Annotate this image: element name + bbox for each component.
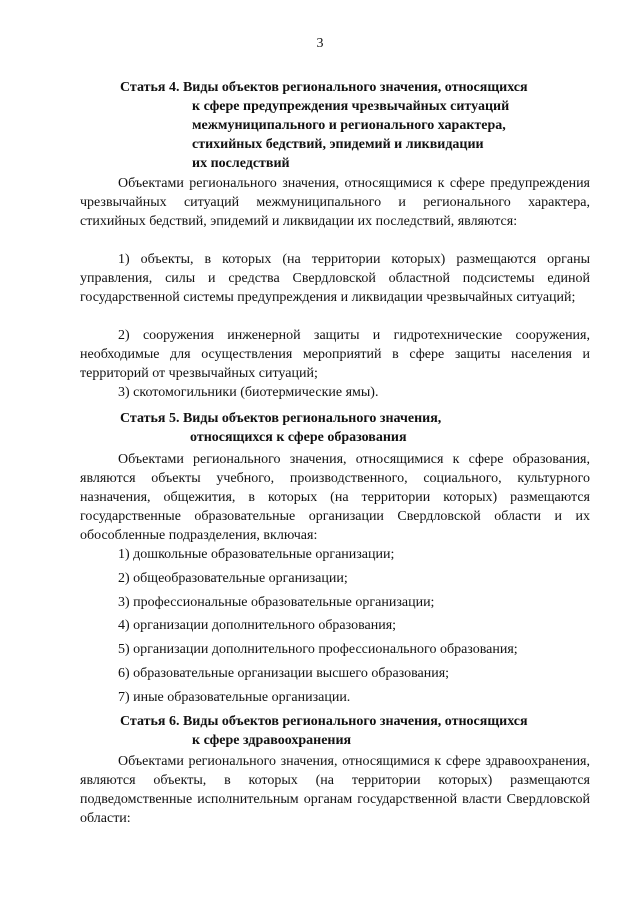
heading-line: Статья 4. Виды объектов регионального значения, относящихся	[120, 80, 528, 95]
article5-intro: Объектами регионального значения, относящимися к сфере образования, являются объекты учебного, производственного, социального, культурного назначения, общежития, в которых (на территории которых) размещаются государственные образовательные организации Свердловской области и их обособленные подразделения, включая:	[80, 452, 590, 543]
heading-line: Статья 6. Виды объектов регионального значения, относящихся	[120, 714, 528, 729]
article4-item: 1) объекты, в которых (на территории которых) размещаются органы управления, силы и средства Свердловской областной подсистемы единой государственной системы предупреждения и ликвидации чрезвычайных ситуаций;	[80, 252, 590, 305]
article5-heading	[80, 409, 590, 447]
heading-line: относящихся к сфере образования	[190, 430, 407, 445]
article5-item: 3) профессиональные образовательные организации;	[118, 595, 435, 610]
article5-item: 6) образовательные организации высшего образования;	[118, 666, 450, 681]
article4-item: 2) сооружения инженерной защиты и гидротехнические сооружения, необходимые для осуществления мероприятий в сфере защиты населения и территорий от чрезвычайных ситуаций;	[80, 328, 590, 381]
article5-item: 5) организации дополнительного профессионального образования;	[118, 642, 518, 657]
article5-item: 1) дошкольные образовательные организации;	[118, 547, 395, 562]
article6-intro: Объектами регионального значения, относящимися к сфере здравоохранения, являются объекты, в которых (на территории которых) размещаются подведомственные исполнительным органам государственной власти Свердловской области:	[80, 754, 590, 826]
article4-item: 3) скотомогильники (биотермические ямы).	[118, 385, 379, 400]
heading-line: Статья 5. Виды объектов регионального значения,	[120, 411, 442, 426]
article5-item: 7) иные образовательные организации.	[118, 690, 351, 705]
heading-line: стихийных бедствий, эпидемий и ликвидации	[192, 137, 484, 152]
article4-heading	[80, 78, 590, 173]
heading-line: к сфере предупреждения чрезвычайных ситуаций	[192, 99, 510, 114]
heading-line: их последствий	[192, 156, 290, 171]
article6-heading	[80, 712, 590, 750]
article4-intro: Объектами регионального значения, относящимися к сфере предупреждения чрезвычайных ситуаций межмуниципального и регионального характера, стихийных бедствий, эпидемий и ликвидации их последствий, являются:	[80, 176, 590, 229]
article5-item: 2) общеобразовательные организации;	[118, 571, 348, 586]
page-number: 3	[316, 36, 324, 51]
heading-line: межмуниципального и регионального характера,	[192, 118, 506, 133]
article5-item: 4) организации дополнительного образования;	[118, 618, 397, 633]
heading-line: к сфере здравоохранения	[192, 733, 352, 748]
